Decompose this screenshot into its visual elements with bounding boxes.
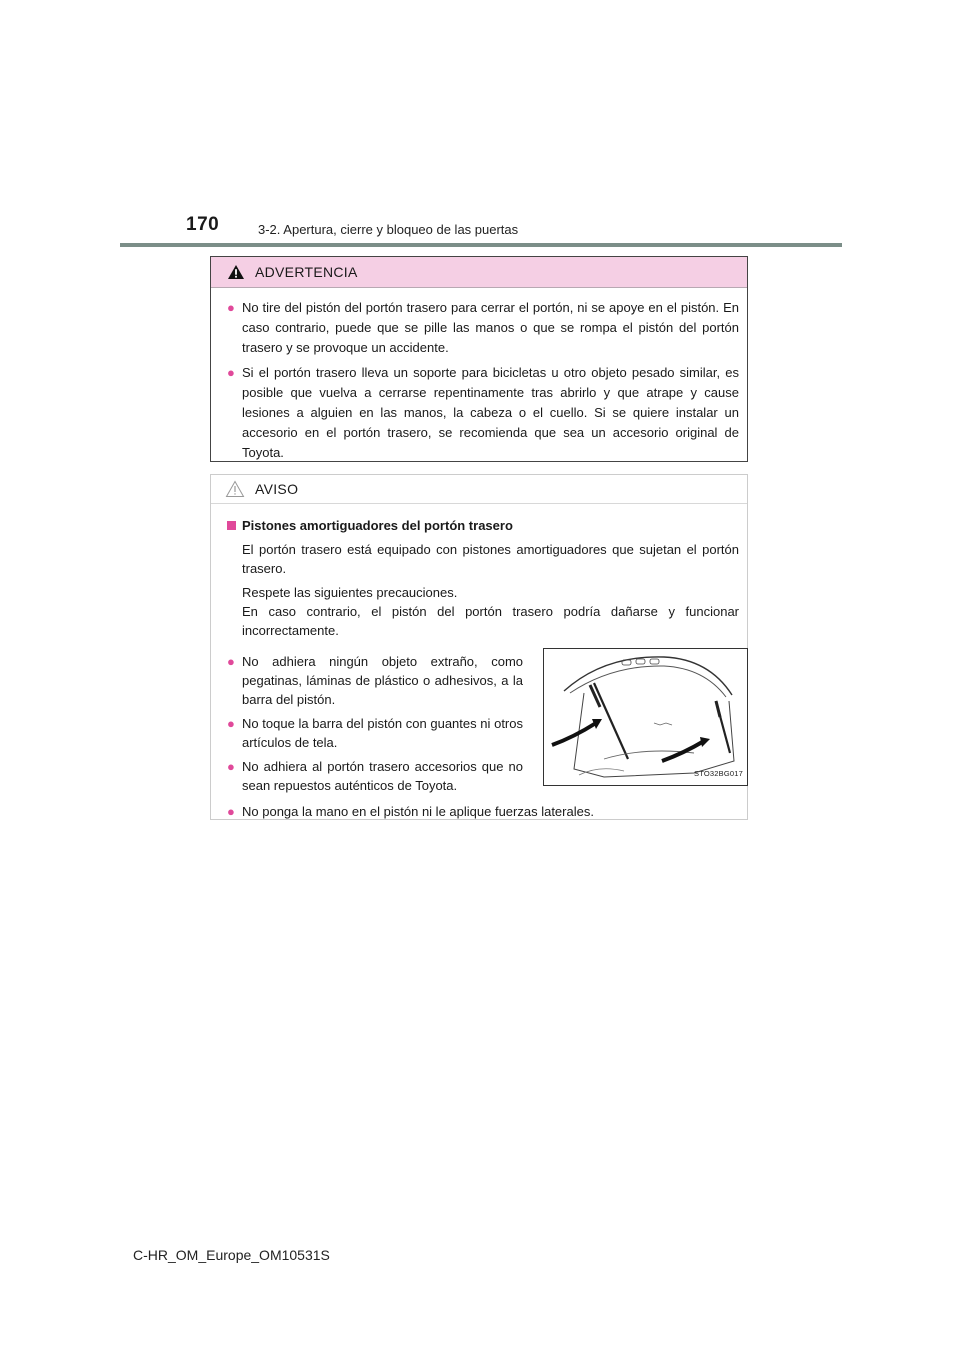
- notice-item-text: No toque la barra del pistón con guantes ni otros artículos de tela.: [242, 716, 523, 750]
- bullet-dot-icon: ●: [227, 300, 235, 315]
- bullet-dot-icon: ●: [227, 759, 235, 774]
- bullet-dot-icon: ●: [227, 804, 235, 819]
- warning-box: [210, 256, 748, 462]
- page-number: 170: [186, 214, 220, 235]
- bullet-dot-icon: ●: [227, 654, 235, 669]
- document-id: C-HR_OM_Europe_OM10531S: [133, 1247, 330, 1263]
- notice-subheading: [227, 516, 739, 535]
- warning-title: ADVERTENCIA: [255, 264, 358, 280]
- notice-box: [210, 474, 748, 820]
- notice-item: [227, 802, 739, 821]
- section-title: 3-2. Apertura, cierre y bloqueo de las puertas: [258, 222, 519, 237]
- header-rule: [120, 243, 842, 247]
- notice-item: [227, 757, 523, 795]
- tailgate-figure: [543, 648, 748, 786]
- warning-item-text: No tire del pistón del portón trasero para cerrar el portón, ni se apoye en el pistón. En caso contrario, puede que se pille las manos o que se rompa el pistón del portón trasero y se provoque un accidente.: [242, 300, 739, 355]
- notice-paragraph-line: En caso contrario, el pistón del portón trasero podría dañarse y funcionar incorrectamente.: [242, 604, 739, 638]
- notice-item-text: No adhiera al portón trasero accesorios que no sean repuestos auténticos de Toyota.: [242, 759, 523, 793]
- bullet-dot-icon: ●: [227, 716, 235, 731]
- bullet-dot-icon: ●: [227, 365, 235, 380]
- notice-paragraph: [227, 583, 739, 640]
- notice-paragraph-line: Respete las siguientes precauciones.: [242, 585, 458, 600]
- warning-item: [227, 298, 739, 358]
- notice-title: AVISO: [255, 481, 299, 497]
- notice-body: [211, 504, 747, 821]
- warning-triangle-icon: [227, 264, 245, 280]
- notice-header: [211, 475, 747, 504]
- notice-item: [227, 652, 523, 709]
- notice-item: [227, 714, 523, 752]
- notice-list: [227, 652, 523, 800]
- square-bullet-icon: [227, 521, 236, 530]
- warning-header: [211, 257, 747, 288]
- notice-item-text: No adhiera ningún objeto extraño, como pegatinas, láminas de plástico o adhesivos, a la barra del pistón.: [242, 654, 523, 707]
- notice-split: [227, 648, 743, 802]
- warning-item: [227, 363, 739, 463]
- warning-body: [211, 288, 747, 463]
- notice-item-text: No ponga la mano en el pistón ni le aplique fuerzas laterales.: [242, 804, 594, 819]
- caution-triangle-icon: [225, 480, 245, 498]
- warning-item-text: Si el portón trasero lleva un soporte para bicicletas u otro objeto pesado similar, es posible que vuelva a cerrarse repentinamente tras abrirlo y que atrape y cause lesiones a alguien en las manos, la cabeza o el cuello. Si se quiere instalar un accesorio en el portón trasero, se recomienda que sea un accesorio original de Toyota.: [242, 365, 739, 460]
- figure-code: STO32BG017: [694, 769, 743, 778]
- notice-subheading-text: Pistones amortiguadores del portón trasero: [242, 518, 513, 533]
- notice-paragraph: El portón trasero está equipado con pistones amortiguadores que sujetan el portón trasero.: [242, 542, 739, 576]
